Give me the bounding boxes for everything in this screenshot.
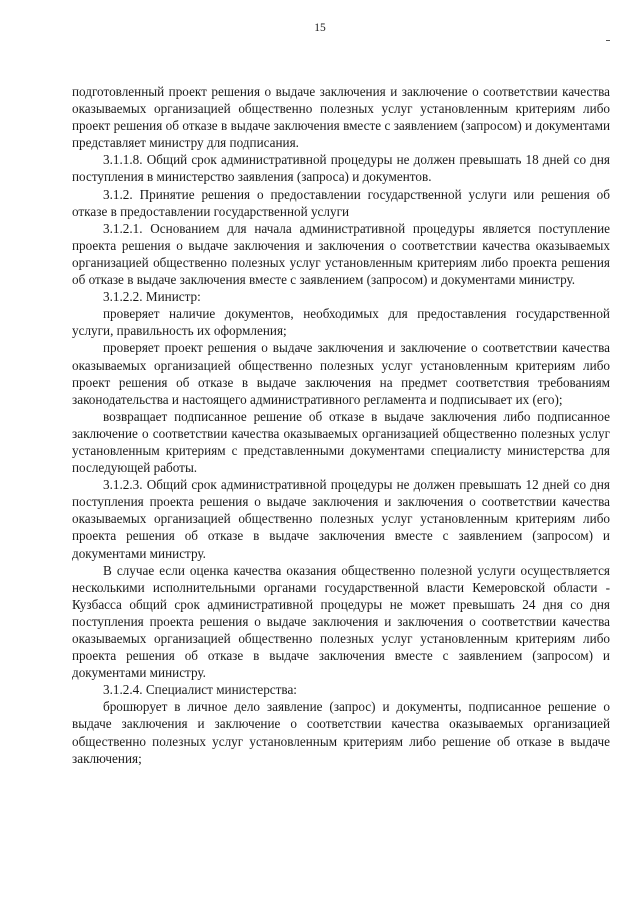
list-item-checks-draft: проверяет проект решения о выдаче заключения и заключение о соответствии качества оказываемых организацией общественно полезных услуг установленным критериям либо проект решения об отказе в выдаче заключения на предмет соответствия требованиям законодательства и настоящего административного регламента и подписывает их (его); xyxy=(72,340,610,407)
paragraph-3-1-2-1: 3.1.2.1. Основанием для начала административной процедуры является поступление проекта решения о выдаче заключения и заключения о соответствии качества оказываемых организацией общественно полезных услуг установленным критериям либо проекта решения об отказе в выдаче заключения вместе с заявлением (запросом) и документами министру. xyxy=(72,220,610,288)
paragraph-3-1-2-2: 3.1.2.2. Министр: xyxy=(103,289,201,305)
paragraph-3-1-2-3: 3.1.2.3. Общий срок административной процедуры не должен превышать 12 дней со дня поступления проекта решения о выдаче заключения и заключения о соответствии качества оказываемых организацией общественно полезных услуг установленным критериям либо проекта решения об отказе в выдаче заключения вместе с заявлением (запросом) и документами министру. xyxy=(72,477,610,561)
paragraph-continuation: подготовленный проект решения о выдаче заключения и заключение о соответствии качества оказываемых организацией общественно полезных услуг установленным критериям либо проект решения об отказе в выдаче заключения вместе с заявлением (запросом) и документами представляет министру для подписания. xyxy=(72,84,610,151)
section-heading-3-1-2: 3.1.2. Принятие решения о предоставлении государственной услуги или решения об отказе в предоставлении государственной услуги xyxy=(72,186,610,219)
document-body xyxy=(72,83,610,767)
paragraph-3-1-1-8: 3.1.1.8. Общий срок административной процедуры не должен превышать 18 дней со дня поступления в министерство заявления (запроса) и документов. xyxy=(72,152,610,185)
list-item-checks-documents: проверяет наличие документов, необходимых для предоставления государственной услуги, правильность их оформления; xyxy=(72,306,610,339)
paragraph-3-1-2-4: 3.1.2.4. Специалист министерства: xyxy=(103,682,297,698)
page-number: 15 xyxy=(314,22,326,34)
paragraph-multi-agency-term: В случае если оценка качества оказания общественно полезной услуги осуществляется несколькими исполнительными органами государственной власти Кемеровской области - Кузбасса общий срок административной процедуры не может превышать 24 дня со дня поступления проекта решения о выдаче заключения и заключения о соответствии качества оказываемых организацией общественно полезных услуг установленным критериям либо проекта решения об отказе в выдаче заключения вместе с заявлением (запросом) и документами министру. xyxy=(72,562,610,681)
scan-artifact xyxy=(606,40,610,41)
list-item-files-documents: брошюрует в личное дело заявление (запрос) и документы, подписанное решение о выдаче заключения и заключение о соответствии качества оказываемых организацией общественно полезных услуг установленным критериям либо решение об отказе в выдаче заключения; xyxy=(72,699,610,766)
list-item-returns-signed: возвращает подписанное решение об отказе в выдаче заключения либо подписанное заключение о соответствии качества оказываемых организацией общественно полезных услуг установленным критериям с представленными документами специалисту министерства для последующей работы. xyxy=(72,408,610,476)
